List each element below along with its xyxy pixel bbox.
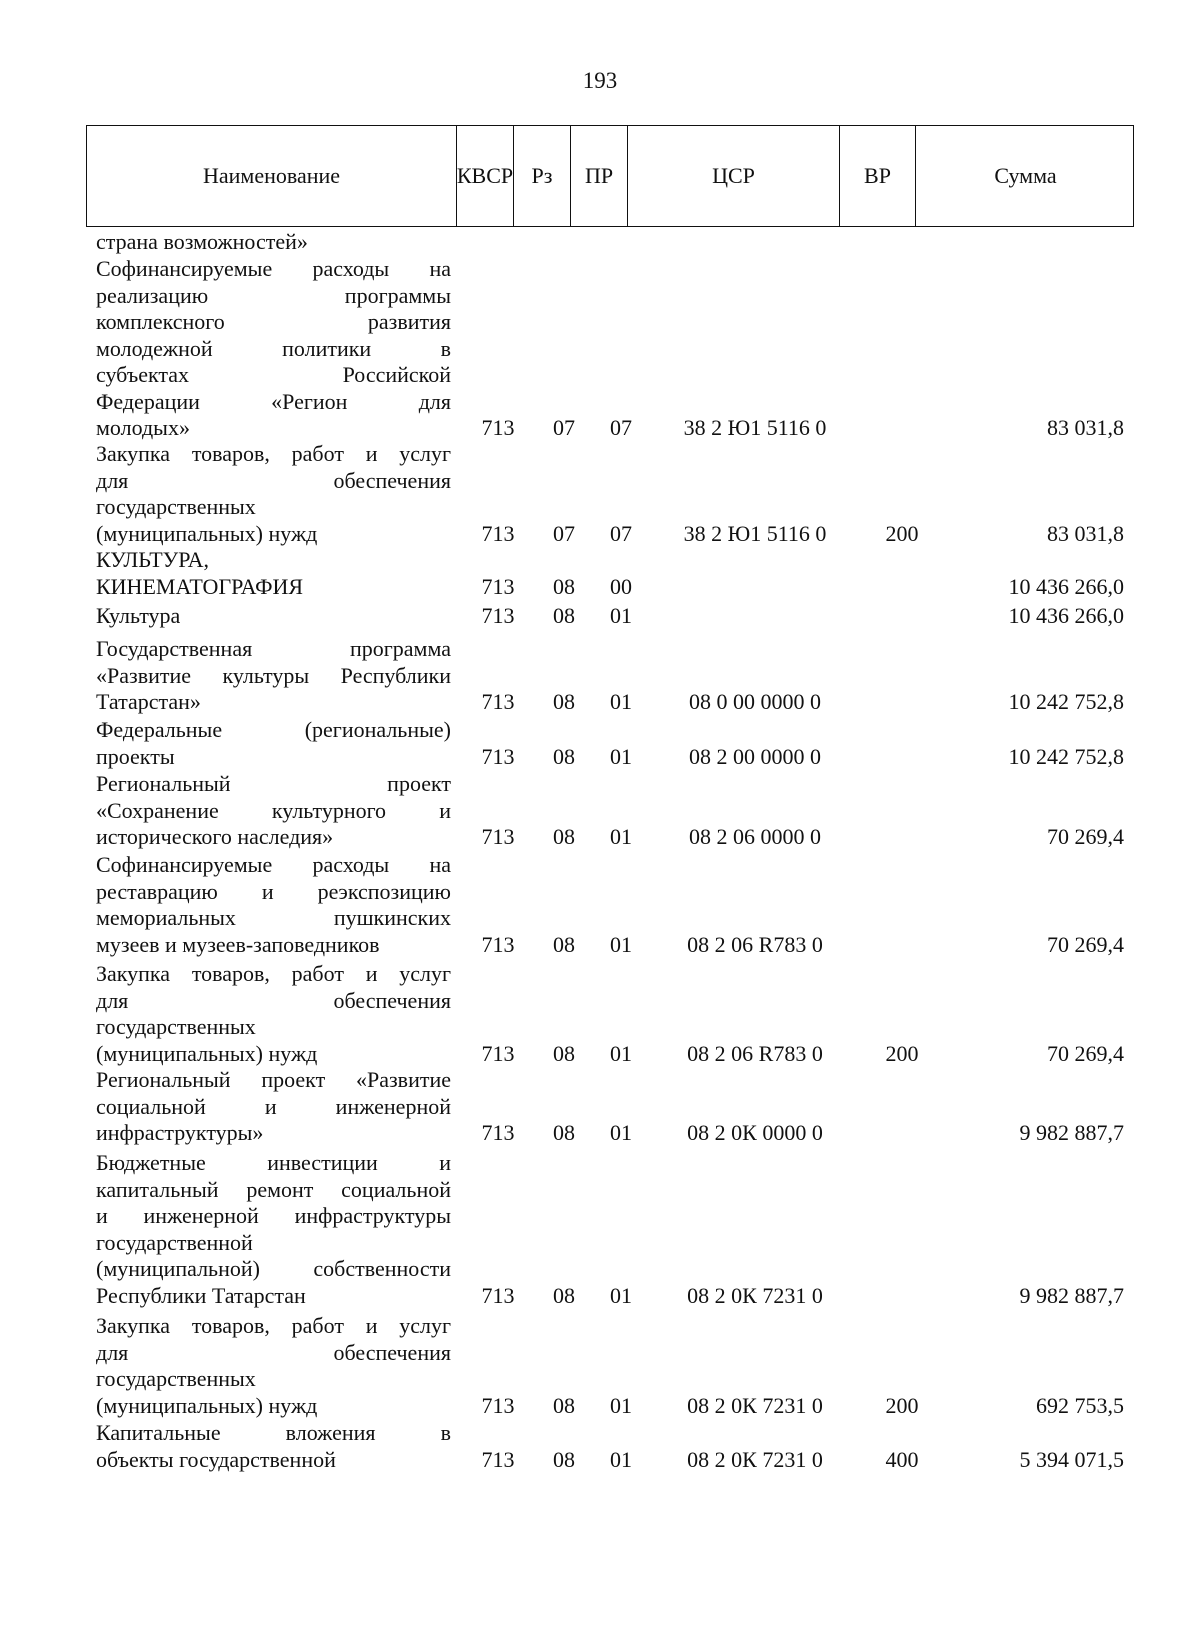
row-name — [96, 1313, 451, 1419]
row-kvsr: 713 — [481, 1446, 515, 1472]
row-name — [96, 717, 451, 770]
row-name-line: государственных — [96, 494, 256, 519]
row-kvsr: 713 — [481, 1120, 515, 1145]
row-name-line: капитальный ремонт социальной — [96, 1176, 451, 1202]
row-pr: 01 — [610, 1392, 632, 1418]
row-name-line: Закупка товаров, работ и услуг — [96, 961, 451, 986]
row-name-line: Государственная программа — [96, 636, 451, 661]
header-name: Наименование — [87, 126, 457, 226]
row-name-line: проекты — [96, 743, 175, 769]
row-vr: 400 — [885, 1446, 919, 1472]
row-rz: 08 — [553, 1446, 575, 1472]
row-csr: 38 2 Ю1 5116 0 — [683, 520, 827, 546]
row-csr: 08 2 06 R783 0 — [687, 1040, 823, 1066]
row-name-line: Культура — [96, 603, 181, 628]
row-name-line: для обеспечения — [96, 467, 451, 493]
row-name-line: Софинансируемые расходы на — [96, 852, 451, 877]
row-csr: 08 2 0К 7231 0 — [687, 1392, 823, 1418]
row-name-line: Республики Татарстан — [96, 1282, 306, 1308]
table-row — [0, 1067, 1200, 1147]
row-name — [96, 961, 451, 1067]
row-name-line: государственных — [96, 1366, 256, 1391]
row-kvsr: 713 — [481, 415, 515, 440]
table-row — [0, 1313, 1200, 1419]
row-name-line: Софинансируемые расходы на — [96, 256, 451, 281]
row-rz: 07 — [553, 520, 575, 546]
row-sum: 9 982 887,7 — [1019, 1282, 1124, 1308]
row-sum: 70 269,4 — [1047, 824, 1124, 849]
page-number: 193 — [582, 68, 618, 93]
row-csr: 08 2 06 0000 0 — [689, 824, 821, 849]
row-name-line: реставрацию и реэкспозицию — [96, 878, 451, 904]
table-row — [0, 961, 1200, 1067]
row-name-line: страна возможностей» — [96, 229, 308, 254]
row-name-line: субъектах Российской — [96, 362, 451, 387]
row-pr: 01 — [610, 1040, 632, 1066]
row-csr: 08 2 06 R783 0 — [687, 931, 823, 957]
row-rz: 08 — [553, 1392, 575, 1418]
row-csr: 08 2 0К 7231 0 — [687, 1446, 823, 1472]
row-pr: 01 — [610, 1446, 632, 1472]
row-name — [96, 1150, 451, 1309]
row-csr: 08 2 0К 0000 0 — [687, 1120, 823, 1145]
row-sum: 10 242 752,8 — [1008, 743, 1124, 769]
row-name-line: для обеспечения — [96, 1339, 451, 1365]
table-row — [0, 636, 1200, 716]
row-name-line: государственных — [96, 1014, 256, 1039]
table-row — [0, 1420, 1200, 1473]
row-sum: 70 269,4 — [1047, 1040, 1124, 1066]
header-csr: ЦСР — [628, 126, 840, 226]
row-name — [96, 603, 451, 630]
header-rz: Рз — [514, 126, 571, 226]
row-kvsr: 713 — [481, 573, 515, 599]
row-kvsr: 713 — [481, 520, 515, 546]
row-sum: 83 031,8 — [1047, 415, 1124, 440]
table-row — [0, 771, 1200, 851]
row-rz: 08 — [553, 573, 575, 599]
table-header — [86, 125, 1134, 227]
row-pr: 01 — [610, 931, 632, 957]
row-name-line: «Сохранение культурного и — [96, 797, 451, 823]
table-row — [0, 1150, 1200, 1309]
row-name-line: комплексного развития — [96, 309, 451, 334]
row-name-line: государственной — [96, 1229, 253, 1255]
row-kvsr: 713 — [481, 1282, 515, 1308]
row-rz: 08 — [553, 824, 575, 849]
row-name-line: Капитальные вложения в — [96, 1420, 451, 1445]
row-name-line: Бюджетные инвестиции и — [96, 1150, 451, 1175]
row-vr: 200 — [885, 1040, 919, 1066]
row-name-line: Региональный проект — [96, 771, 451, 796]
row-sum: 9 982 887,7 — [1019, 1120, 1124, 1145]
row-rz: 08 — [553, 689, 575, 714]
header-kvsr: КВСР — [457, 126, 514, 226]
row-pr: 00 — [610, 573, 632, 599]
row-rz: 07 — [553, 415, 575, 440]
row-sum: 5 394 071,5 — [1019, 1446, 1124, 1472]
row-name-line: исторического наследия» — [96, 824, 334, 849]
row-rz: 08 — [553, 1120, 575, 1145]
row-pr: 01 — [610, 603, 632, 628]
row-name-line: молодых» — [96, 415, 190, 440]
row-name-line: социальной и инженерной — [96, 1093, 451, 1119]
row-name-line: Федерации «Регион для — [96, 388, 451, 414]
row-rz: 08 — [553, 1282, 575, 1308]
row-kvsr: 713 — [481, 603, 515, 628]
table-row — [0, 717, 1200, 770]
row-sum: 10 242 752,8 — [1008, 689, 1124, 714]
table-row — [0, 547, 1200, 600]
header-sum: Сумма — [994, 163, 1057, 188]
row-pr: 01 — [610, 1120, 632, 1145]
row-name — [96, 771, 451, 851]
row-name-line: для обеспечения — [96, 987, 451, 1013]
table-row — [0, 256, 1200, 442]
row-name — [96, 547, 451, 600]
row-name-line: Федеральные (региональные) — [96, 717, 451, 742]
table-row — [0, 852, 1200, 958]
row-kvsr: 713 — [481, 1392, 515, 1418]
row-name-line: (муниципальных) нужд — [96, 520, 318, 546]
row-name — [96, 1420, 451, 1473]
header-pr: ПР — [571, 126, 628, 226]
row-name-line: Закупка товаров, работ и услуг — [96, 1313, 451, 1338]
row-pr: 01 — [610, 743, 632, 769]
row-name — [96, 256, 451, 442]
row-name — [96, 852, 451, 958]
row-csr: 38 2 Ю1 5116 0 — [683, 415, 827, 440]
row-name-line: мемориальных пушкинских — [96, 905, 451, 930]
row-csr: 08 2 00 0000 0 — [689, 743, 821, 769]
row-name-line: музеев и музеев-заповедников — [96, 931, 380, 957]
row-kvsr: 713 — [481, 824, 515, 849]
row-rz: 08 — [553, 1040, 575, 1066]
row-name-line: Закупка товаров, работ и услуг — [96, 441, 451, 466]
row-csr: 08 0 00 0000 0 — [689, 689, 821, 714]
row-name-line: Региональный проект «Развитие — [96, 1067, 451, 1092]
row-pr: 01 — [610, 824, 632, 849]
row-name — [96, 636, 451, 716]
row-pr: 01 — [610, 1282, 632, 1308]
row-name-line: КИНЕМАТОГРАФИЯ — [96, 573, 304, 599]
row-name-line: «Развитие культуры Республики — [96, 662, 451, 688]
row-rz: 08 — [553, 603, 575, 628]
row-sum: 10 436 266,0 — [1008, 603, 1124, 628]
row-csr: 08 2 0К 7231 0 — [687, 1282, 823, 1308]
header-vr: ВР — [840, 126, 916, 226]
row-vr: 200 — [885, 520, 919, 546]
row-kvsr: 713 — [481, 689, 515, 714]
row-kvsr: 713 — [481, 1040, 515, 1066]
row-pr: 07 — [610, 520, 632, 546]
row-name-line: реализацию программы — [96, 282, 451, 308]
row-kvsr: 713 — [481, 743, 515, 769]
row-name-line: молодежной политики в — [96, 335, 451, 361]
row-name-line: (муниципальных) нужд — [96, 1392, 318, 1418]
row-name — [96, 229, 451, 256]
table-row — [0, 603, 1200, 630]
row-name-line: (муниципальной) собственности — [96, 1256, 451, 1281]
row-rz: 08 — [553, 931, 575, 957]
row-name — [96, 441, 451, 547]
row-name-line: и инженерной инфраструктуры — [96, 1203, 451, 1228]
row-sum: 83 031,8 — [1047, 520, 1124, 546]
row-sum: 10 436 266,0 — [1008, 573, 1124, 599]
row-name-line: инфраструктуры» — [96, 1120, 264, 1145]
row-name — [96, 1067, 451, 1147]
table-row — [0, 229, 1200, 256]
row-name-line: Татарстан» — [96, 689, 201, 714]
row-name-line: КУЛЬТУРА, — [96, 547, 210, 572]
row-name-line: (муниципальных) нужд — [96, 1040, 318, 1066]
table-row — [0, 441, 1200, 547]
row-sum: 692 753,5 — [1036, 1392, 1124, 1418]
row-pr: 01 — [610, 689, 632, 714]
row-rz: 08 — [553, 743, 575, 769]
row-vr: 200 — [885, 1392, 919, 1418]
row-pr: 07 — [610, 415, 632, 440]
row-kvsr: 713 — [481, 931, 515, 957]
row-name-line: объекты государственной — [96, 1446, 336, 1472]
row-sum: 70 269,4 — [1047, 931, 1124, 957]
